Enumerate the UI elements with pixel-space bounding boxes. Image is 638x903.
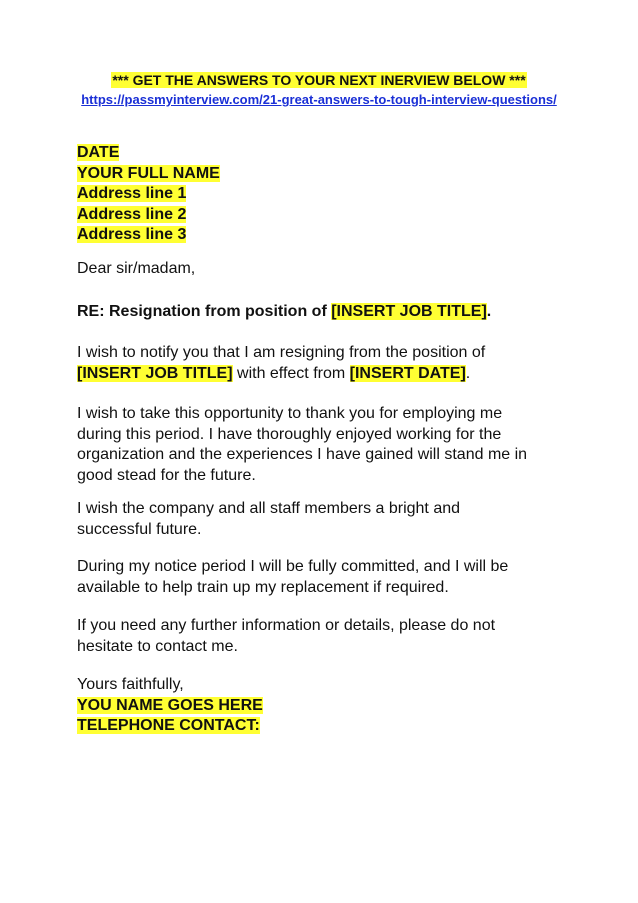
paragraph-notice — [77, 343, 577, 384]
subject-suffix: . — [486, 303, 492, 320]
subject-job-placeholder: [INSERT JOB TITLE] — [331, 303, 487, 320]
full-name-placeholder: YOUR FULL NAME — [77, 164, 220, 182]
closing-block — [77, 675, 577, 737]
closing-text: Yours faithfully, — [77, 676, 184, 693]
address-line-3: Address line 3 — [77, 226, 187, 243]
paragraph-thanks — [77, 404, 577, 486]
notice-end-text: . — [465, 364, 471, 382]
notice-job-placeholder: [INSERT JOB TITLE] — [77, 364, 233, 382]
promo-banner-text: *** GET THE ANSWERS TO YOUR NEXT INERVIEW BELOW *** — [112, 72, 526, 88]
address-line-1: Address line 1 — [77, 185, 187, 202]
paragraph-thanks-line: good stead for the future. — [77, 466, 256, 484]
paragraph-contact — [77, 616, 577, 657]
subject-line — [77, 302, 577, 323]
paragraph-thanks-line: during this period. I have thoroughly enjoyed working for the — [77, 425, 502, 443]
paragraph-contact-line: hesitate to contact me. — [77, 637, 238, 655]
paragraph-notice-period-line: available to help train up my replacement if required. — [77, 578, 449, 596]
paragraph-contact-line: If you need any further information or details, please do not — [77, 617, 496, 634]
salutation: Dear sir/madam, — [77, 260, 196, 277]
notice-mid-text: with effect from — [232, 364, 350, 382]
paragraph-wishes — [77, 499, 577, 540]
paragraph-wishes-line: I wish the company and all staff members a bright and — [77, 500, 461, 517]
signature-name-placeholder: YOU NAME GOES HERE — [77, 696, 263, 714]
paragraph-notice-period — [77, 557, 577, 598]
subject-prefix: RE: Resignation from position of — [77, 303, 332, 320]
paragraph-thanks-line: organization and the experiences I have gained will stand me in — [77, 446, 528, 463]
paragraph-notice-line1: I wish to notify you that I am resigning from the position of — [77, 344, 486, 361]
date-placeholder: DATE — [77, 144, 120, 161]
promo-banner-title — [0, 71, 638, 89]
paragraph-notice-period-line: During my notice period I will be fully committed, and I will be — [77, 558, 509, 575]
sender-address-block — [77, 143, 577, 246]
notice-date-placeholder: [INSERT DATE] — [349, 364, 466, 382]
paragraph-wishes-line: successful future. — [77, 520, 202, 538]
paragraph-thanks-line: I wish to take this opportunity to thank you for employing me — [77, 405, 503, 422]
address-line-2: Address line 2 — [77, 205, 187, 223]
telephone-placeholder: TELEPHONE CONTACT: — [77, 717, 260, 734]
promo-link[interactable]: https://passmyinterview.com/21-great-answers-to-tough-interview-questions/ — [81, 92, 557, 107]
